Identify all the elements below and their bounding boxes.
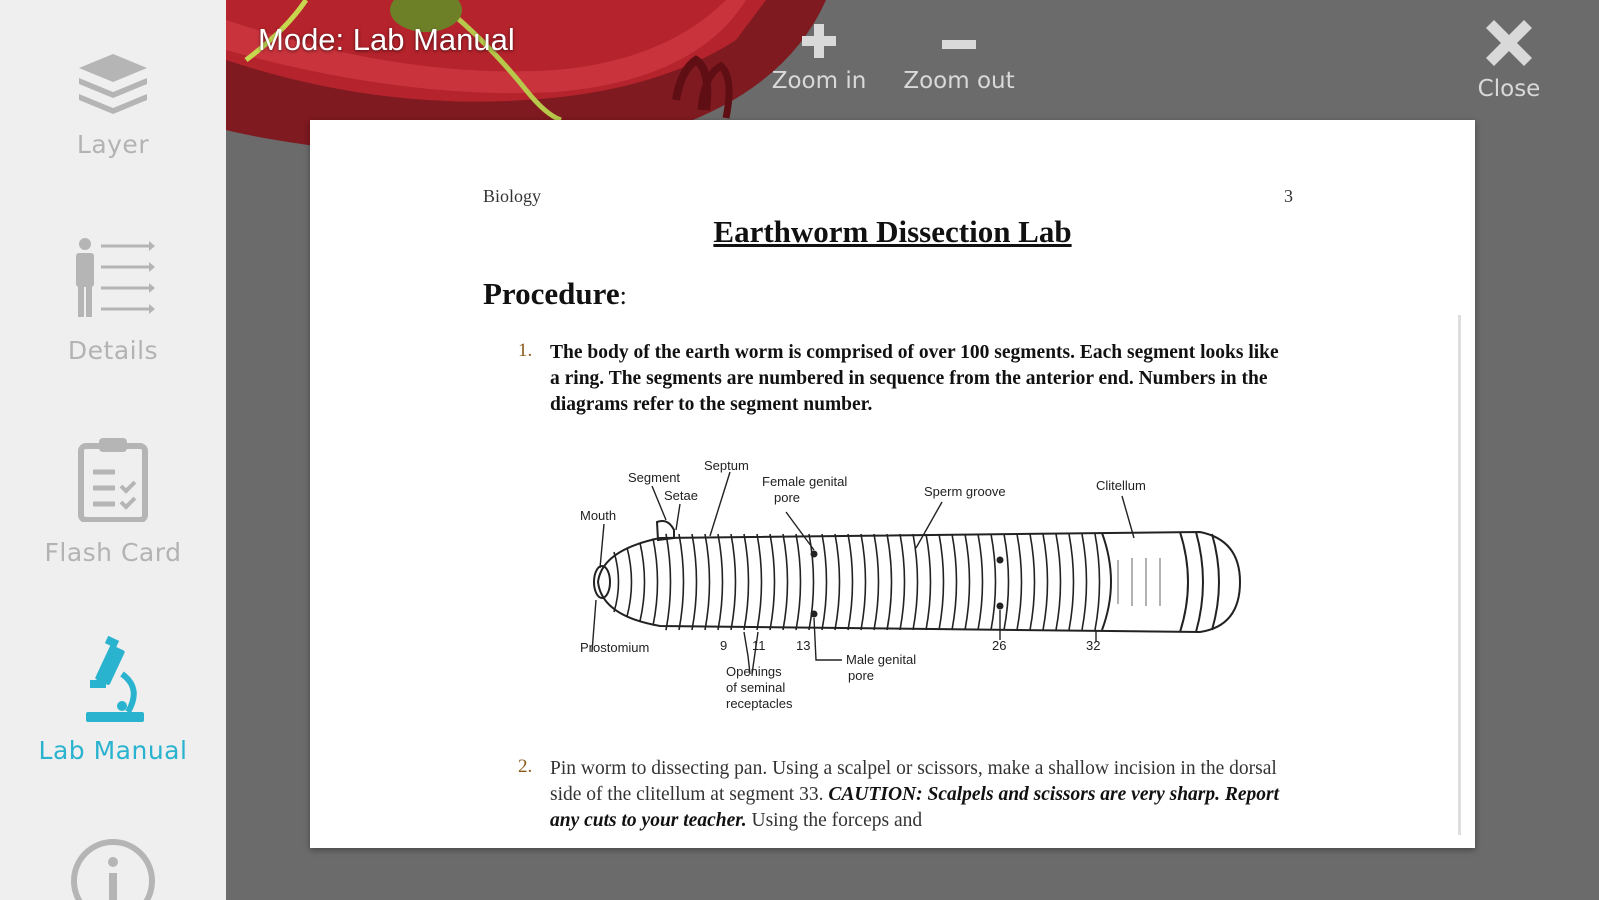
- label-openings: Openings: [726, 664, 782, 679]
- label-female-pore-2: pore: [774, 490, 801, 505]
- step-text-part: Pin worm to dissecting pan. Using a scalpel or scissors, make a shallow incision in the dorsal side of the clitellum at segment 33.: [550, 758, 1277, 805]
- step-text-part: Using the forceps and: [751, 810, 923, 831]
- caution-text: CAUTION: Scalpels and scissors are very sharp. Report any cuts to your teacher.: [550, 784, 1280, 831]
- layers-icon: [0, 50, 226, 120]
- sidebar-item-label: Lab Manual: [38, 736, 188, 765]
- label-septum: Septum: [704, 460, 749, 473]
- label-segment: Segment: [628, 470, 681, 485]
- label-setae: Setae: [664, 488, 698, 503]
- mode-title: Mode: Lab Manual: [258, 22, 515, 57]
- label-openings-2: of seminal: [726, 680, 786, 695]
- section-heading-text: Procedure: [483, 276, 620, 311]
- label-segment-13: 13: [796, 638, 811, 653]
- label-mouth: Mouth: [580, 508, 617, 523]
- sidebar-item-label: Layer: [76, 130, 150, 159]
- sidebar-item-lab-manual[interactable]: [0, 636, 226, 765]
- label-segment-11: 11: [752, 638, 766, 653]
- label-male-pore: Male genital: [846, 652, 917, 667]
- label-female-pore: Female genital: [762, 474, 848, 489]
- step-number: 1.: [518, 340, 533, 361]
- minus-icon: [940, 45, 978, 64]
- step-text: The body of the earth worm is comprised of over 100 segments. Each segment looks like a ring. The segments are numbered in sequence from the anterior end. Numbers in the diagrams refer to the segment number.: [550, 342, 1279, 415]
- zoom-out-label: Zoom out: [903, 68, 1015, 94]
- page-number: 3: [1284, 186, 1293, 206]
- running-head: Biology: [483, 186, 542, 206]
- sidebar-item-label: Flash Card: [44, 538, 182, 567]
- zoom-out-button[interactable]: [900, 22, 1018, 94]
- sidebar-item-flash-card[interactable]: [0, 436, 226, 567]
- sidebar-item-info[interactable]: [0, 838, 226, 900]
- plus-icon: [800, 45, 838, 64]
- step-text: [550, 756, 1290, 834]
- microscope-icon: [0, 636, 226, 730]
- sidebar-item-label: Details: [67, 336, 159, 365]
- section-heading: [483, 276, 627, 312]
- close-label: Close: [1477, 76, 1541, 102]
- sidebar-item-details[interactable]: [0, 236, 226, 365]
- document-title: Earthworm Dissection Lab: [713, 214, 1072, 249]
- earthworm-diagram: [580, 460, 1260, 720]
- label-clitellum: Clitellum: [1096, 478, 1146, 493]
- zoom-in-button[interactable]: [764, 22, 874, 94]
- sidebar-item-layer[interactable]: [0, 50, 226, 159]
- close-button[interactable]: [1464, 14, 1554, 102]
- details-icon: [0, 236, 226, 326]
- model-viewer: [226, 0, 1599, 900]
- label-openings-3: receptacles: [726, 696, 793, 711]
- label-sperm-groove: Sperm groove: [924, 484, 1006, 499]
- label-segment-26: 26: [992, 638, 1007, 653]
- step-number: 2.: [518, 756, 533, 777]
- document-scrollbar[interactable]: [1458, 315, 1461, 835]
- lab-manual-page[interactable]: [310, 120, 1475, 848]
- info-icon: [0, 838, 226, 900]
- label-male-pore-2: pore: [848, 668, 875, 683]
- clipboard-icon: [0, 436, 226, 526]
- close-icon: [1480, 57, 1538, 76]
- zoom-in-label: Zoom in: [771, 68, 867, 94]
- section-heading-colon: :: [619, 281, 627, 310]
- sidebar: [0, 0, 226, 900]
- label-prostomium: Prostomium: [580, 640, 650, 655]
- label-segment-9: 9: [720, 638, 728, 653]
- label-segment-32: 32: [1086, 638, 1101, 653]
